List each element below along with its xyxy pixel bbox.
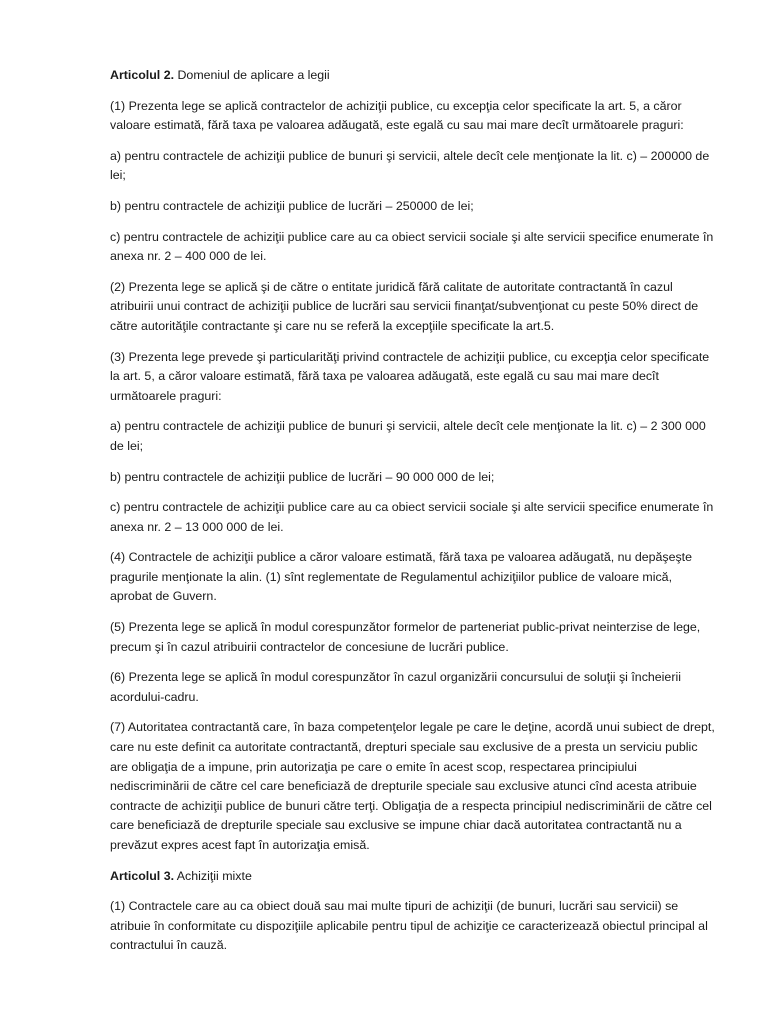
document-page — [110, 66, 716, 967]
article-3-heading — [110, 867, 716, 887]
article-2-paragraph-3a: a) pentru contractele de achiziţii publice de bunuri şi servicii, altele decît cele menţionate la lit. c) – 2 300 000 de lei; — [110, 419, 706, 453]
article-2-paragraph-3: (3) Prezenta lege prevede şi particularităţi privind contractele de achiziţii publice, cu excepţia celor specificate la art. 5, a căror valoare estimată, fără taxa pe valoarea adăugată, este egală cu sau mai mare decît următoarele praguri: — [110, 349, 710, 403]
article-2-paragraph-7: (7) Autoritatea contractantă care, în baza competenţelor legale pe care le deţine, acordă unui subiect de drept, care nu este definit ca autoritate contractantă, drepturi speciale sau exclusive de a presta un serviciu public are obligaţia de a impune, prin autorizaţia pe care o emite în acest scop, respectarea principiului nediscriminării de către cel care beneficiază de drepturile speciale sau exclusive atunci cînd acesta atribuie contracte de achiziţii publice de bunuri către terţi. Obligaţia de a respecta principiul nediscriminării de către cel care beneficiază de drepturile speciale sau exclusive se impune chiar dacă autoritatea contractantă nu a prevăzut expres acest fapt în autorizaţia emisă. — [110, 720, 715, 852]
article-2-paragraph-1a: a) pentru contractele de achiziţii publice de bunuri şi servicii, altele decît cele menţionate la lit. c) – 200000 de lei; — [110, 148, 710, 183]
article-2-paragraph-5: (5) Prezenta lege se aplică în modul corespunzător formelor de parteneriat public-privat neinterzise de lege, precum şi în cazul atribuirii contractelor de concesiune de lucrări publice. — [110, 620, 701, 654]
article-2-paragraph-3c: c) pentru contractele de achiziţii publice care au ca obiect servicii sociale şi alte servicii specifice enumerate în anexa nr. 2 – 13 000 000 de lei. — [110, 500, 714, 534]
article-2-paragraph-6: (6) Prezenta lege se aplică în modul corespunzător în cazul organizării concursului de soluţii şi încheierii acordului-cadru. — [110, 670, 681, 704]
article-2-label: Articolul 2. — [110, 68, 175, 82]
article-2-paragraph-1: (1) Prezenta lege se aplică contractelor de achiziţii publice, cu excepţia celor specificate la art. 5, a căror valoare estimată, fără taxa pe valoarea adăugată, este egală cu sau mai mare decît următoarele praguri: — [110, 98, 684, 133]
article-2-paragraph-2: (2) Prezenta lege se aplică şi de către o entitate juridică fără calitate de autoritate contractantă în cazul atribuirii unui contract de achiziţii publice de lucrări sau servicii finanţat/subvenţionat cu peste 50% direct de către autorităţile contractante şi care nu se referă la excepţiile specificate la art.5. — [110, 279, 699, 333]
article-2-paragraph-4: (4) Contractele de achiziţii publice a căror valoare estimată, fără taxa pe valoarea adăugată, nu depăşeşte pragurile menţionate la alin. (1) sînt reglementate de Regulamentul achiziţiilor publice de valoare mică, aprobat de Guvern. — [110, 550, 693, 604]
article-2-paragraph-1c: c) pentru contractele de achiziţii publice care au ca obiect servicii sociale şi alte servicii specifice enumerate în anexa nr. 2 – 400 000 de lei. — [110, 229, 714, 264]
article-3-paragraph-1: (1) Contractele care au ca obiect două sau mai multe tipuri de achiziţii (de bunuri, lucrări sau servicii) se atribuie în conformitate cu dispoziţiile aplicabile pentru tipul de achiziţie ce caracterizează obiectul principal al contractului în cauză. — [110, 899, 708, 953]
article-2-title: Domeniul de aplicare a legii — [174, 68, 330, 82]
article-2-paragraph-3b: b) pentru contractele de achiziţii publice de lucrări – 90 000 000 de lei; — [110, 469, 495, 484]
article-2-paragraph-1b: b) pentru contractele de achiziţii publice de lucrări – 250000 de lei; — [110, 198, 474, 213]
article-3-title: Achiziţii mixte — [174, 868, 252, 883]
article-3-label: Articolul 3. — [110, 868, 175, 883]
article-2-heading — [110, 66, 716, 86]
